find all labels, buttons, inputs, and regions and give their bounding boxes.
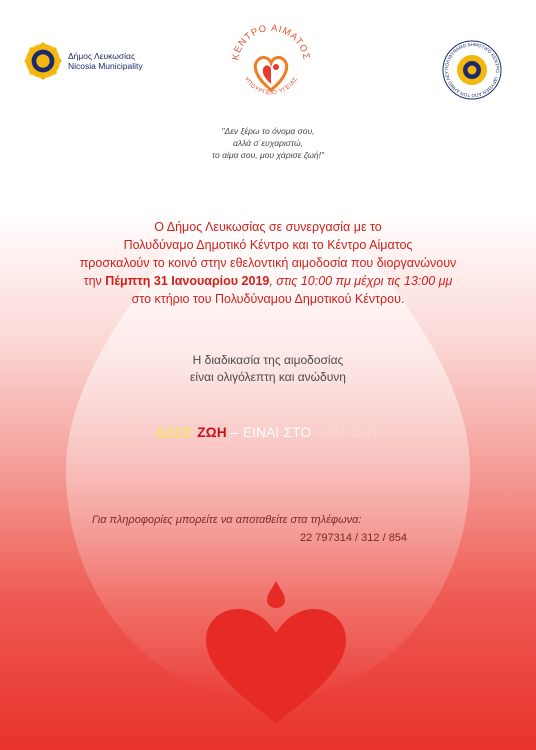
blood-center-logo-icon (228, 12, 314, 112)
community-center-ring-text: ΠΟΛΥΔΥΝΑΜΟ ΔΗΜΟΤΙΚΟ ΚΕΝΤΡΟ · ΙΔΡΥΘΕΝ ΑΠΟ ΤΟΝ ΔΗΜΟ ΛΕΥ (443, 41, 501, 99)
invitation-line-3: προσκαλούν το κοινό στην εθελοντική αιμοδοσία που διοργανώνουν (79, 256, 457, 270)
quote-line-2: αλλά σ΄ευχαριστώ, (233, 138, 303, 148)
community-center-emblem-icon (442, 40, 502, 100)
quote (0, 125, 536, 161)
invitation-text (0, 218, 536, 308)
municipality-name (68, 51, 143, 71)
slogan-part-1: ΔΩΣΕ (155, 425, 198, 440)
invitation-line-2: Πολυδύναμο Δημοτικό Κέντρο και το Κέντρο Αίματος (123, 238, 413, 252)
municipality-name-english: Nicosia Municipality (68, 61, 143, 71)
invitation-line-1: Ο Δήμος Λευκωσίας σε συνεργασία με το (154, 220, 382, 234)
slogan-part-2: ΖΩΗ (197, 425, 227, 440)
quote-line-1: "Δεν ξέρω το όνομα σου, (221, 126, 315, 136)
nicosia-municipality-emblem-icon (24, 42, 62, 80)
date-prefix: την (83, 274, 106, 288)
slogan-part-3: – ΕΙΝΑΙ ΣΤΟ (226, 425, 315, 440)
process-line-2: είναι ολιγόλεπτη και ανώδυνη (190, 370, 346, 384)
process-line-1: Η διαδικασία της αιμοδοσίας (192, 353, 344, 367)
invitation-line-4 (0, 272, 536, 290)
invitation-line-5: στο κτήριο του Πολυδύναμου Δημοτικού Κέντρου. (131, 292, 405, 306)
contact-phones: 22 797314 / 312 / 854 (300, 532, 408, 544)
municipality-name-greek: Δήμος Λευκωσίας (68, 51, 136, 61)
quote-line-3: το αίμα σου, μου χάρισε ζωή!" (212, 150, 324, 160)
heart-graphic (201, 575, 351, 725)
nicosia-municipality-logo (24, 42, 143, 80)
event-time: , στις 10:00 πμ μέχρι τις 13:00 μμ (269, 274, 453, 288)
blood-drop-icon (267, 581, 285, 608)
process-text (0, 352, 536, 386)
heart-icon (206, 609, 346, 723)
event-date: Πέμπτη 31 Ιανουαρίου 2019 (105, 274, 270, 288)
contact-info: Για πληροφορίες μπορείτε να αποταθείτε στα τηλέφωνα: (92, 514, 362, 526)
ministry-name: ΥΠΟΥΡΓΕΙΟ ΥΓΕΙΑΣ (242, 76, 300, 97)
blood-center-name: ΚΕΝΤΡΟ ΑΙΜΑΤΟΣ (230, 22, 312, 62)
slogan (0, 425, 536, 440)
svg-text:ΚΕΝΤΡΟ ΑΙΜΑΤΟΣ (230, 23, 312, 61)
slogan-part-4: ΑΙΜΑ ΣΟΥ (314, 425, 381, 440)
